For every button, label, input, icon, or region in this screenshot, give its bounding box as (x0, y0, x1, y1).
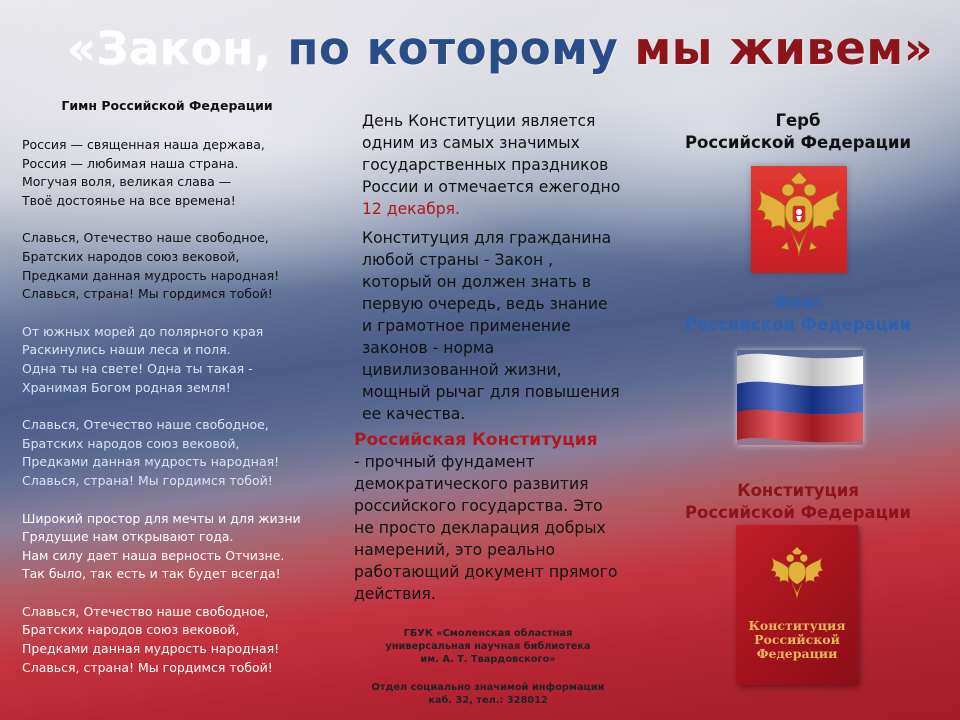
anthem-stanza (22, 323, 322, 397)
anthem-line: Славься, Отечество наше свободное, (22, 603, 269, 619)
constitution-book-image (736, 525, 858, 685)
title-part-by-which: по которому (287, 22, 635, 75)
page-title (0, 22, 960, 75)
emblem-heading-line-1: Герб (775, 111, 821, 130)
paragraph-1-text: День Конституции является одним из самых значимых государственных праздников России и отмечается ежегодно (362, 112, 621, 196)
anthem-text (22, 136, 322, 696)
book-cover-title (736, 619, 858, 661)
book-cover-line-1: Конституция (748, 618, 846, 633)
anthem-stanza (22, 603, 322, 677)
anthem-line: Славься, Отечество наше свободное, (22, 230, 269, 246)
anthem-line: Братских народов союз вековой, (22, 622, 240, 638)
anthem-line: Так было, так есть и так будет всегда! (22, 566, 281, 582)
russian-flag-image (737, 350, 863, 445)
anthem-stanza (22, 136, 322, 210)
anthem-line: Предками данная мудрость народная! (22, 267, 280, 283)
title-part-law: «Закон, (66, 22, 288, 75)
constitution-heading-line-1: Конституция (737, 481, 859, 500)
emblem-heading-line-2: Российской Федерации (684, 133, 912, 152)
constitution-day-text (354, 110, 622, 605)
holiday-date: 12 декабря. (362, 200, 461, 218)
footer-line-2: универсальная научная библиотека (385, 641, 591, 652)
library-footer (354, 627, 622, 707)
paragraph-constitution-day (354, 110, 622, 220)
footer-line-5: каб. 32, тел.: 328012 (428, 695, 548, 706)
footer-line-4: Отдел социально значимой информации (371, 682, 605, 693)
anthem-line: Твоё достоянье на все времена! (22, 192, 236, 208)
anthem-line: Нам силу дает наша верность Отчизне. (22, 547, 285, 563)
flag-heading-line-2: Российской Федерации (684, 315, 912, 334)
double-headed-eagle-icon (751, 166, 847, 273)
flag-heading-line-1: Флаг (773, 293, 823, 312)
anthem-line: Предками данная мудрость народная! (22, 454, 280, 470)
anthem-line: Хранимая Богом родная земля! (22, 379, 231, 395)
paragraph-russian-constitution (354, 429, 622, 605)
anthem-line: Славься, страна! Мы гордимся тобой! (22, 472, 273, 488)
book-cover-line-2: Российской (754, 632, 840, 647)
anthem-line: Россия — любимая наша страна. (22, 155, 239, 171)
emblem-heading (678, 110, 918, 154)
anthem-stanza (22, 416, 322, 490)
flag-heading (678, 292, 918, 336)
book-cover-line-3: Федерации (756, 646, 838, 661)
book-eagle-icon (736, 525, 858, 615)
russian-flag-icon (737, 350, 863, 445)
footer-line-1: ГБУК «Смоленская областная (403, 628, 573, 639)
anthem-line: Славься, страна! Мы гордимся тобой! (22, 286, 273, 302)
anthem-line: Братских народов союз вековой, (22, 248, 240, 264)
anthem-stanza (22, 510, 322, 584)
anthem-line: Широкий простор для мечты и для жизни (22, 510, 301, 526)
anthem-line: Россия — священная наша держава, (22, 137, 265, 152)
footer-line-3: им. А. Т. Твардовского» (420, 654, 556, 665)
constitution-heading (678, 480, 918, 524)
anthem-stanza (22, 229, 322, 303)
anthem-line: Раскинулись наши леса и поля. (22, 342, 231, 358)
constitution-heading-line-2: Российской Федерации (684, 503, 912, 522)
anthem-line: Славься, Отечество наше свободное, (22, 417, 269, 433)
paragraph-3-heading: Российская Конституция (354, 430, 598, 450)
anthem-title: Гимн Российской Федерации (61, 98, 273, 113)
anthem-line: Могучая воля, великая слава — (22, 174, 232, 190)
anthem-line: Одна ты на свете! Одна ты такая - (22, 360, 253, 376)
anthem-line: Братских народов союз вековой, (22, 435, 240, 451)
anthem-line: От южных морей до полярного края (22, 323, 264, 339)
coat-of-arms-image (751, 166, 847, 273)
paragraph-3-text: - прочный фундамент демократического развития российского государства. Это не просто декларация добрых намерений, это реально работающий документ прямого действия. (354, 453, 618, 603)
title-part-we-live: мы живем» (634, 22, 934, 75)
anthem-line: Славься, страна! Мы гордимся тобой! (22, 659, 273, 675)
paragraph-law-importance: Конституция для гражданина любой страны - Закон , который он должен знать в первую очередь, ведь знание и грамотное применение законов - норма цивилизованной жизни, мощный рычаг для повышения ее качества. (362, 229, 620, 423)
anthem-line: Грядущие нам открывают года. (22, 529, 234, 545)
anthem-line: Предками данная мудрость народная! (22, 641, 280, 657)
